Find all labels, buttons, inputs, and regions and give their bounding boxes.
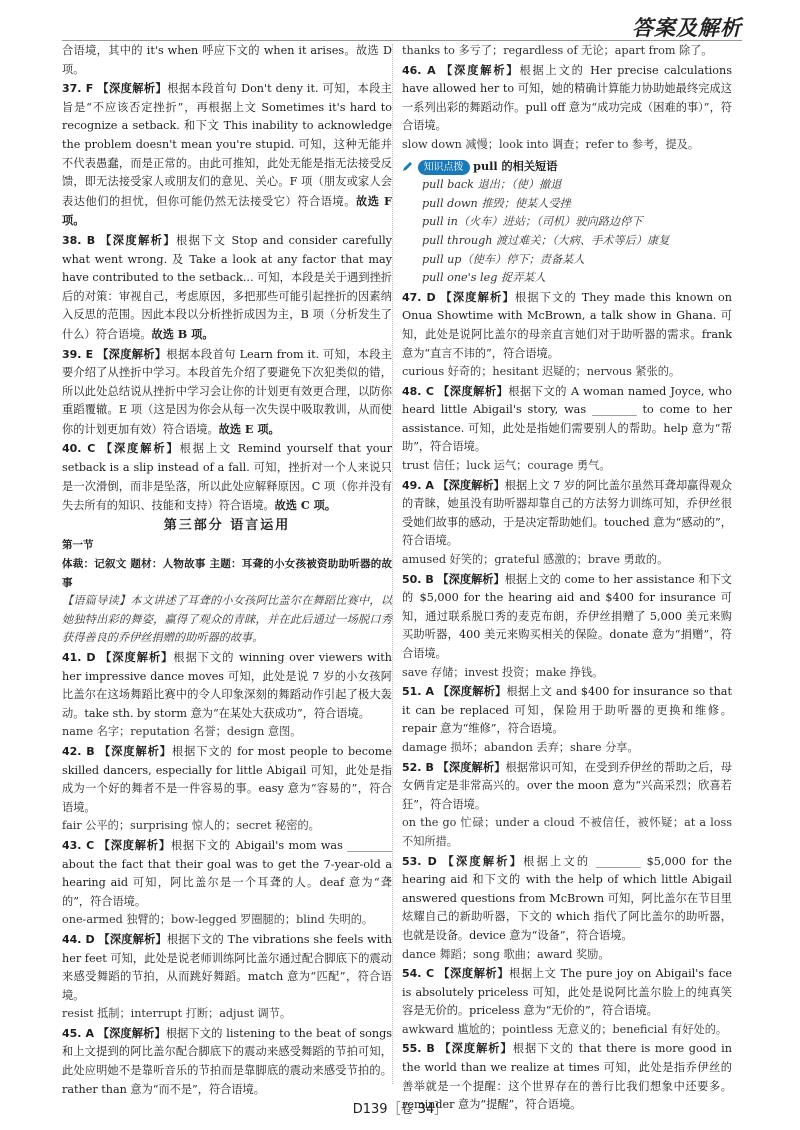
- section-title: 第三部分 语言运用: [163, 517, 291, 533]
- vocab-line-47: curious 好奇的；hesitant 迟疑的；nervous 紧张的。: [402, 365, 681, 379]
- vocab-line-54: awkward 尴尬的；pointless 无意义的；beneficial 有好处的。: [402, 1022, 728, 1036]
- answer-item-38: 38. B 【深度解析】根据下文 Stop and consider carefully what went wrong. 及 Take a look at any factor that may have contributed to the setback... 可知，本段是关于遇到挫折后的对策：审视自己，考虑原因，多把那些可能引起挫折的因素纳入反思的范围。因此本段以分析挫折成因为主，B 项（分析发生了什么）符合语境。故选 B 项。: [62, 232, 393, 341]
- header-rule: [62, 40, 742, 41]
- answer-item-54: 54. C 【深度解析】根据上文 The pure joy on Abigail's face is absolutely priceless 可知，此处是说阿比盖尔脸上的纯真笑容是无价的。priceless 意为“无价的”，符合语境。: [402, 966, 733, 1018]
- answer-item-46: 46. A 【深度解析】根据上文的 Her precise calculations have allowed her to 可知，她的精确计算能力协助她最终完成这一系列出彩的舞蹈动作。pull off 意为“成功完成（困难的事）”，符合语境。: [402, 62, 732, 133]
- vocab-line-44: resist 抵制；interrupt 打断；adjust 调节。: [62, 1007, 292, 1021]
- answer-item-53: 53. D 【深度解析】根据上文的 ________ $5,000 for the hearing aid 和下文的 with the help of which little Abigail answered questions from McBrown 可知，阿比盖尔在节目里炫耀自己的新助听器，下文的 which 指代了阿比盖尔的助听器，也就是设备。device 意为“设备”，符合语境。: [402, 853, 732, 942]
- answer-item-41: 41. D 【深度解析】根据下文的 winning over viewers with her impressive dance moves 可知，此处是说 7 岁的小女孩阿比盖尔在这场舞蹈比赛中的令人印象深刻的舞蹈动作引起了极大轰动。take sth. by storm 意为“在某处大获成功”，符合语境。: [62, 650, 392, 720]
- answer-item-55: 55. B 【深度解析】根据下文的 that there is more good in the world than we realize at times 可知，此处是指乔伊丝的善举就是一个提醒：这个世界存在的善行比我们想象中还要多。reminder 意为“提醒”，符合语境。: [402, 1041, 732, 1112]
- answer-item-52: 52. B 【深度解析】根据常识可知，在受到乔伊丝的帮助之后，母女俩肯定是非常高兴的。over the moon 意为“兴高采烈；欣喜若狂”，符合语境。: [402, 759, 732, 811]
- answer-item-40: 40. C 【深度解析】根据上文 Remind yourself that your setback is a slip instead of a fall. 可知，挫折对一个人来说只是一次滑倒，而非是坠落，所以此处应解释原因。C 项（你并没有失去所有的知识、技能和支持）符合语境。故选 C 项。: [62, 441, 392, 513]
- list-item: pull through 渡过难关；（大病、手术等后）康复: [422, 233, 670, 247]
- answer-item-43: 43. C 【深度解析】根据下文的 Abigail's mom was ________ about the fact that their goal was to get the 7-year-old a hearing aid 可知，阿比盖尔是一个耳聋的人。deaf 意为“聋的”，符合语境。: [62, 837, 392, 908]
- answer-item-51: 51. A 【深度解析】根据上文 and $400 for insurance so that it can be replaced 可知，保险用于助听器的更换和维修。repair 意为“维修”，符合语境。: [402, 684, 732, 736]
- answer-item-50: 50. B 【深度解析】根据上文的 come to her assistance 和下文的 $5,000 for the hearing aid and $400 for insurance 可知，通过联系脱口秀的麦克布朗，乔伊丝捐赠了 5,000 美元来购买助听器，400 美元来购买相关的保险。donate 意为“捐赠”，符合语境。: [402, 571, 732, 660]
- left-column: [62, 42, 392, 1099]
- answer-item-37: 37. F 【深度解析】根据本段首句 Don't deny it. 可知，本段主旨是“不应该否定挫折”，再根据上文 Sometimes it's hard to recognize a setback. 和下文 This inability to acknowledge the problem doesn't mean you're stupid. 可知，这种无能并不代表愚蠢，而是正常的。由此可推知，此处无能是指无法接受反馈，即无法接受家人或朋友们的意见、关心。F 项（朋友或家人会表达他们的担忧，但你可能仍然无法接受它）符合语境。故选 F 项。: [62, 81, 392, 228]
- vocab-line-50: save 存储；invest 投资；make 挣钱。: [402, 665, 604, 679]
- answer-item-49: 49. A 【深度解析】根据上文 7 岁的阿比盖尔虽然耳聋却赢得观众的青睐，她虽没有助听器却靠自己的方法努力训练可知，乔伊丝很受她们故事的感动，于是决定帮助她们。touched 意为“感动的”，符合语境。: [402, 477, 732, 548]
- vocab-line-41: name 名字；reputation 名誉；design 意图。: [62, 725, 302, 739]
- knowledge-tip-title: pull 的相关短语: [473, 158, 558, 173]
- vocab-line-43: one-armed 独臂的；bow-legged 罗圈腿的；blind 失明的。: [62, 913, 374, 927]
- list-item: pull back 退出；（使）撤退: [422, 178, 562, 192]
- vocab-line-46: slow down 减慢；look into 调查；refer to 参考，提及。: [402, 137, 700, 151]
- answer-item-44: 44. D 【深度解析】根据下文的 The vibrations she feels with her feet 可知，此处是说老师训练阿比盖尔通过配合脚底下的震动来感受舞蹈的节拍，从而跳好舞蹈。match 意为“匹配”，符合语境。: [62, 931, 392, 1002]
- list-item: pull down 推毁；使某人受挫: [422, 196, 571, 210]
- answer-item-48: 48. C 【深度解析】根据下文的 A woman named Joyce, who heard little Abigail's story, was ________ to come to her assistance. 可知，此处是指她们需要别人的帮助。help 意为“帮助”，符合语境。: [402, 383, 732, 454]
- vocab-line-52: on the go 忙碌；under a cloud 不被信任，被怀疑；at a loss 不知所措。: [402, 816, 732, 848]
- answer-item-42: 42. B 【深度解析】根据下文的 for most people to become skilled dancers, especially for little Abigail 可知，此处是指成为一个好的舞者不是一件容易的事。easy 意为“容易的”，符合语境。: [62, 743, 392, 814]
- continued-paragraph: 合语境，其中的 it's when 呼应下文的 when it arises。故选 D 项。: [62, 44, 392, 76]
- list-item: pull one's leg 捉弄某人: [422, 271, 546, 285]
- vocab-line-48: trust 信任；luck 运气；courage 勇气。: [402, 459, 611, 473]
- continued-vocab-line: thanks to 多亏了；regardless of 无论；apart from 除了。: [402, 44, 713, 57]
- right-column: [402, 42, 732, 1115]
- pencil-icon: [402, 160, 414, 172]
- answer-item-47: 47. D 【深度解析】根据下文的 They made this known on Onua Showtime with McBrown, a talk show in Ghana. 可知，此处是说阿比盖尔的母亲直言她们对于助听器的需求。frank 意为“直言不讳的”，符合语境。: [402, 289, 732, 360]
- column-divider: [392, 44, 393, 1084]
- vocab-line-42: fair 公平的；surprising 惊人的；secret 秘密的。: [62, 819, 320, 833]
- list-item: pull up（使车）停下；责备某人: [422, 252, 585, 266]
- knowledge-tip-header: [402, 157, 732, 177]
- answer-item-39: 39. E 【深度解析】根据本段首句 Learn from it. 可知，本段主要介绍了从挫折中学习。本段首先介绍了要避免下次犯类似的错，所以此处总结说从挫折中学习会让你的计划更有效更合理，以防你重蹈覆辙。E 项（这是因为你会从每一次失误中吸取教训，从而使你的计划更加有效）符合语境。故选 E 项。: [62, 346, 392, 436]
- phrase-list: [402, 176, 732, 288]
- passage-guide: 【语篇导读】本文讲述了耳聋的小女孩阿比盖尔在舞蹈比赛中，以她独特出彩的舞姿，赢得了观众的青睐，并在此后通过一场脱口秀获得善良的乔伊丝捐赠的助听器的故事。: [62, 594, 392, 645]
- answer-item-45: 45. A 【深度解析】根据下文的 listening to the beat of songs 和上文提到的阿比盖尔配合脚底下的震动来感受舞蹈的节拍可知，此处应明她不是靠听音乐的节拍而是靠脚底的震动来感受节拍的。rather than 意为“而不是”，符合语境。: [62, 1025, 392, 1096]
- list-item: pull in（火车）进站；（司机）驶向路边停下: [422, 215, 643, 229]
- vocab-line-51: damage 损坏；abandon 丢弃；share 分享。: [402, 740, 639, 754]
- page-number: D139［卷 34］: [352, 1102, 448, 1117]
- genre-line: 体裁：记叙文 题材：人物故事 主题：耳聋的小女孩被资助助听器的故事: [62, 558, 392, 589]
- knowledge-tip-badge: 知识点拨: [418, 160, 470, 175]
- subsection-title: 第一节: [62, 539, 94, 552]
- vocab-line-49: amused 好笑的；grateful 感激的；brave 勇敢的。: [402, 553, 669, 567]
- vocab-line-53: dance 舞蹈；song 歌曲；award 奖励。: [402, 947, 610, 961]
- page-header-title: 答案及解析: [632, 16, 742, 40]
